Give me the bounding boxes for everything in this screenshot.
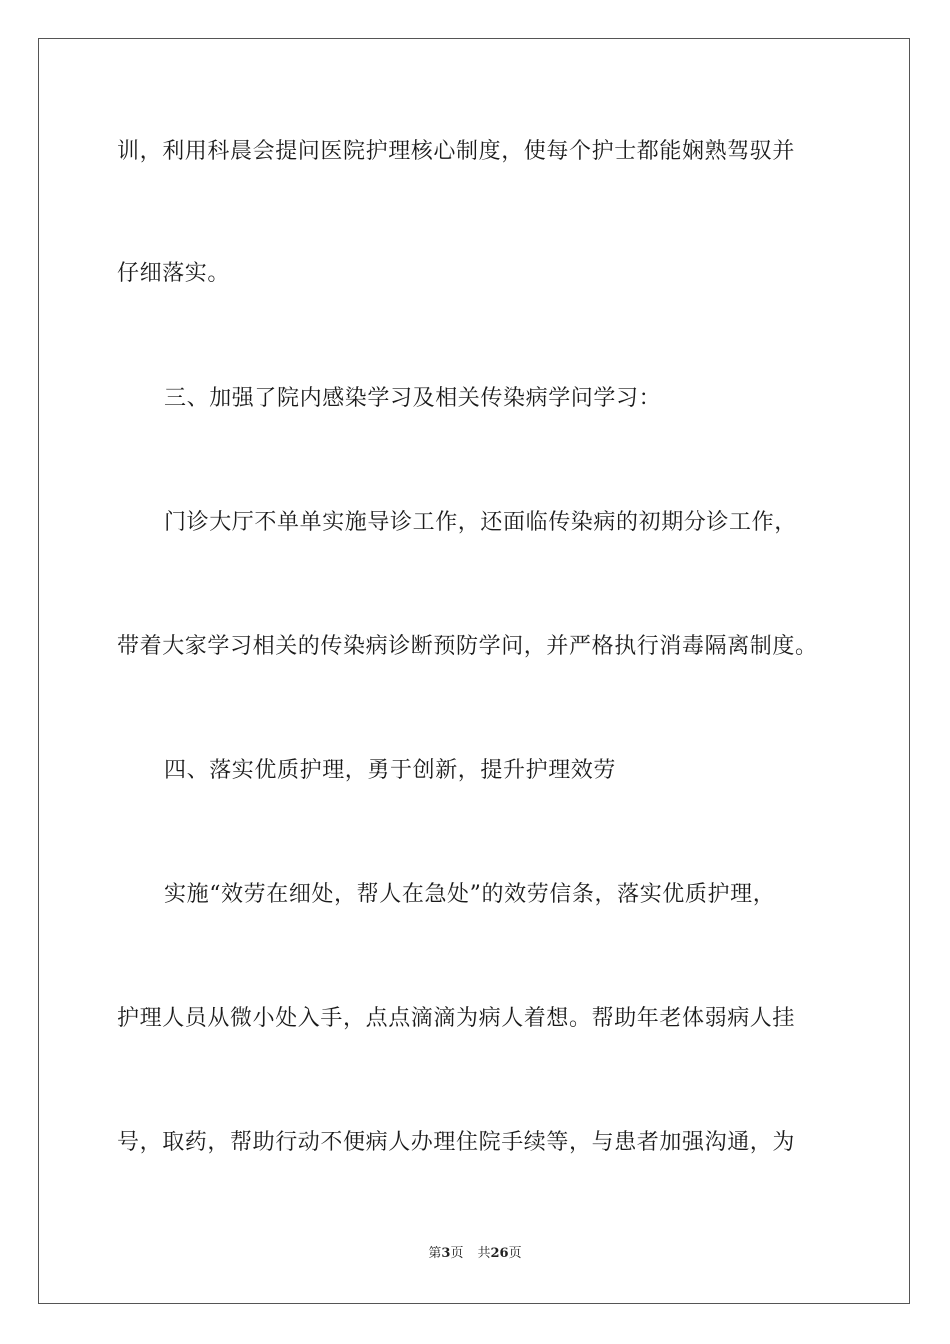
total-suffix: 页: [508, 1246, 522, 1261]
page-footer: [0, 1245, 950, 1263]
text-line-4: 门诊大厅不单单实施导诊工作，还面临传染病的初期分诊工作，: [164, 510, 797, 535]
page-prefix: 第: [428, 1246, 442, 1261]
text-line-1: 训，利用科晨会提问医院护理核心制度，使每个护士都能娴熟驾驭并: [117, 139, 796, 164]
page-border: [38, 38, 910, 1304]
text-line-9: 号，取药，帮助行动不便病人办理住院手续等，与患者加强沟通，为: [117, 1130, 796, 1155]
section-heading-4: 四、落实优质护理，勇于创新，提升护理效劳: [164, 758, 617, 783]
page-number: 3: [441, 1246, 451, 1261]
page-suffix: 页: [450, 1246, 464, 1261]
total-prefix: 共: [477, 1246, 491, 1261]
text-line-8: 护理人员从微小处入手，点点滴滴为病人着想。帮助年老体弱病人挂: [117, 1006, 796, 1031]
text-line-2: 仔细落实。: [117, 261, 231, 286]
text-line-7: 实施“效劳在细处，帮人在急处”的效劳信条，落实优质护理，: [164, 882, 776, 907]
text-line-5: 带着大家学习相关的传染病诊断预防学问，并严格执行消毒隔离制度。: [117, 634, 818, 659]
total-pages: 26: [490, 1246, 509, 1261]
section-heading-3: 三、加强了院内感染学习及相关传染病学问学习：: [164, 386, 662, 411]
